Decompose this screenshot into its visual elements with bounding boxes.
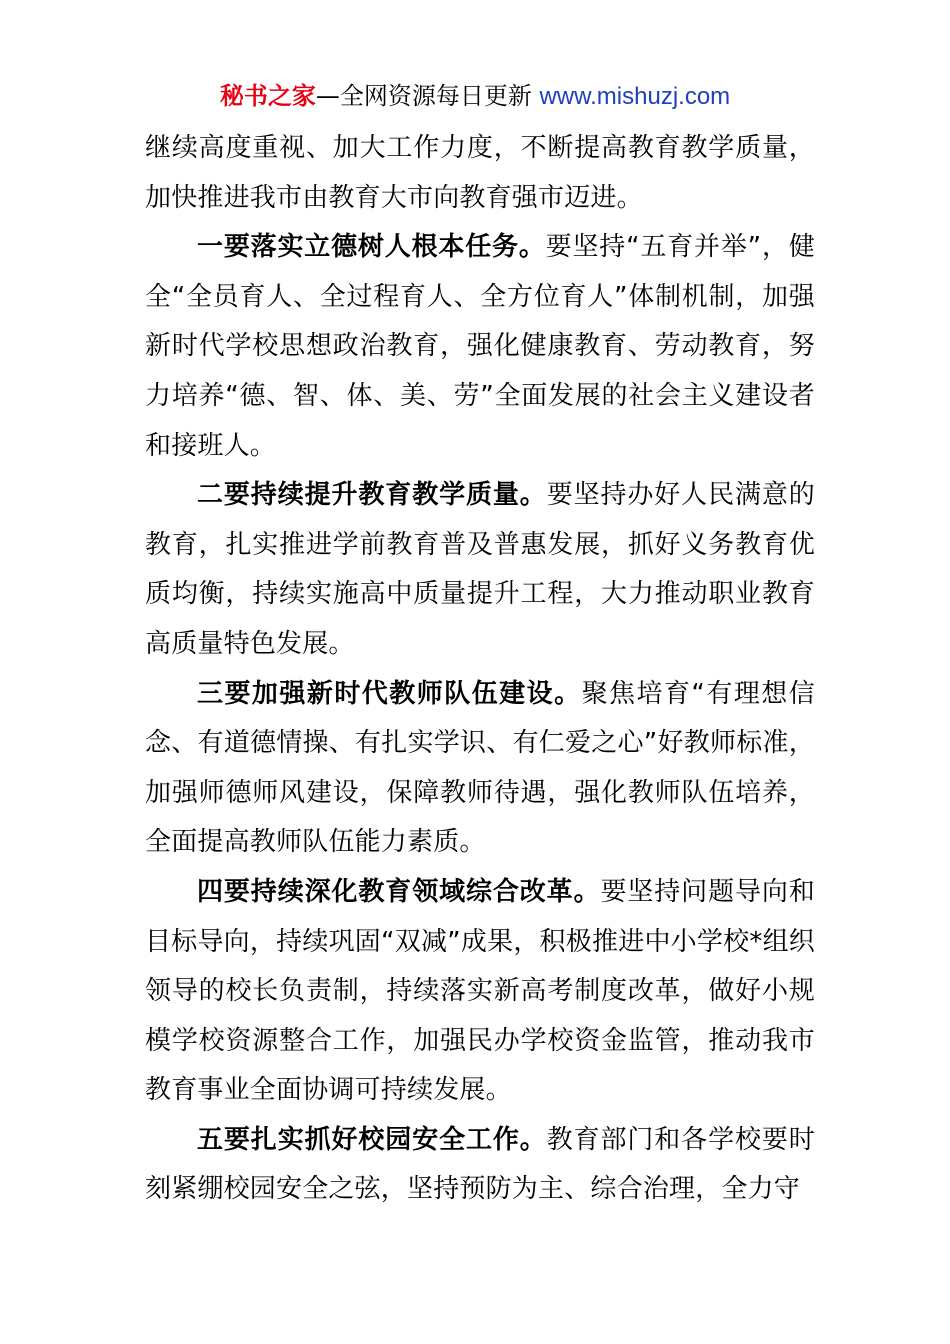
paragraph-text: 要坚持“五育并举”，健全“全员育人、全过程育人、全方位育人”体制机制，加强新时代学校思想政治教育，强化健康教育、劳动教育，努力培养“德、智、体、美、劳”全面发展的社会主义建设者和接班人。	[145, 232, 815, 461]
paragraph-task-1	[145, 223, 815, 471]
paragraph-lead: 一要落实立德树人根本任务。	[197, 232, 546, 263]
paragraph-task-2	[145, 471, 815, 669]
paragraph-lead: 四要持续深化教育领域综合改革。	[197, 876, 601, 907]
paragraph-lead: 二要持续提升教育教学质量。	[197, 480, 547, 511]
header-tagline: —全网资源每日更新	[315, 82, 540, 110]
paragraph-task-5	[145, 1116, 815, 1215]
paragraph-text: 教育部门和各学校要时刻紧绷校园安全之弦，坚持预防为主、综合治理，全力守	[145, 1124, 815, 1205]
page-header	[0, 80, 950, 113]
paragraph-lead: 三要加强新时代教师队伍建设。	[197, 678, 582, 709]
paragraph-text: 要坚持问题导向和目标导向，持续巩固“双减”成果，积极推进中小学校*组织领导的校长负责制，持续落实新高考制度改革，做好小规模学校资源整合工作，加强民办学校资金监管，推动我市教育事业全面协调可持续发展。	[145, 876, 815, 1106]
paragraph-task-4	[145, 868, 815, 1116]
paragraph-text: 聚焦培育“有理想信念、有道德情操、有扎实学识、有仁爱之心”好教师标准，加强师德师风建设，保障教师待遇，强化教师队伍培养，全面提高教师队伍能力素质。	[145, 678, 815, 858]
site-url-link[interactable]: www.mishuzj.com	[539, 83, 731, 110]
paragraph-continuation	[145, 124, 815, 223]
document-body	[145, 124, 815, 1215]
paragraph-lead: 五要扎实抓好校园安全工作。	[197, 1124, 547, 1155]
brand-name: 秘书之家	[219, 82, 316, 110]
paragraph-text: 要坚持办好人民满意的教育，扎实推进学前教育普及普惠发展，抓好义务教育优质均衡，持续实施高中质量提升工程，大力推动职业教育高质量特色发展。	[145, 480, 815, 659]
paragraph-text: 继续高度重视、加大工作力度，不断提高教育教学质量，加快推进我市由教育大市向教育强市迈进。	[145, 133, 815, 213]
paragraph-task-3	[145, 670, 815, 868]
